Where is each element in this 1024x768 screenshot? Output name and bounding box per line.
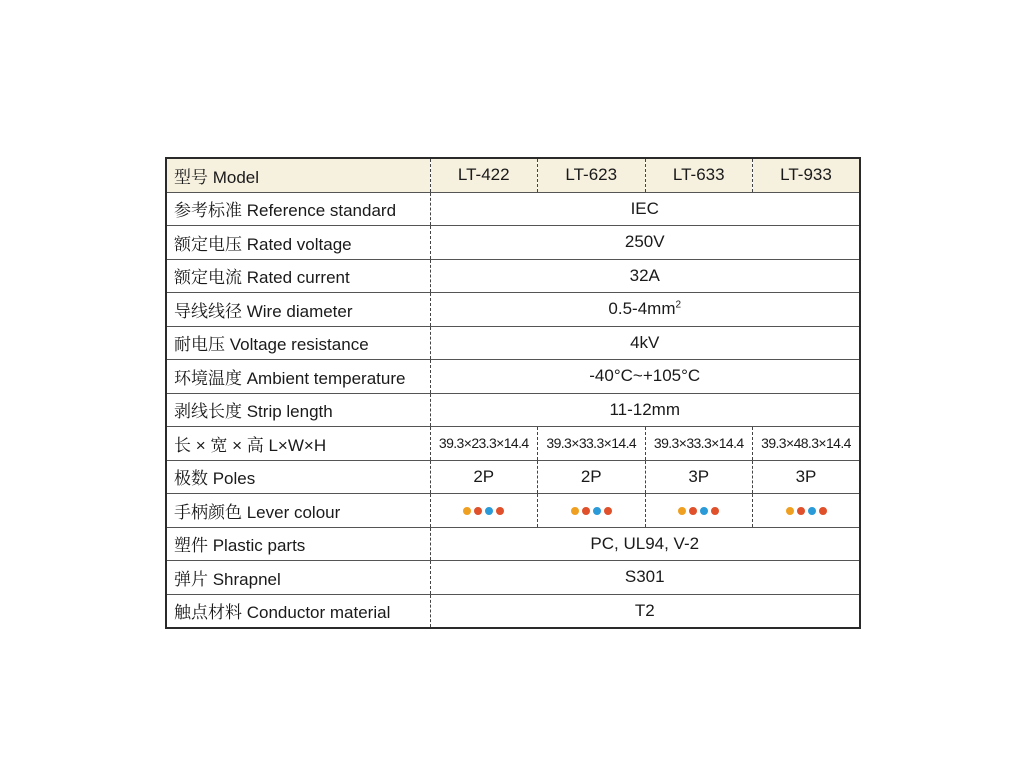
color-dot	[711, 507, 719, 515]
dimension-cell: 39.3×23.3×14.4	[430, 427, 538, 461]
row-value: 11-12mm	[430, 393, 860, 427]
model-cell: LT-933	[753, 158, 861, 192]
wire-diameter-value: 0.5-4mm	[608, 299, 676, 319]
table-row-conductor-material	[166, 594, 860, 628]
row-label: 触点材料 Conductor material	[166, 594, 430, 628]
color-dot	[819, 507, 827, 515]
row-value: 4kV	[430, 326, 860, 360]
color-dot	[808, 507, 816, 515]
table-row-model	[166, 158, 860, 192]
table-row-ambient-temperature	[166, 360, 860, 394]
row-label: 型号 Model	[166, 158, 430, 192]
row-label: 极数 Poles	[166, 460, 430, 494]
color-dot	[485, 507, 493, 515]
table-row-dimensions	[166, 427, 860, 461]
row-value: 32A	[430, 259, 860, 293]
color-dot	[571, 507, 579, 515]
color-swatches	[571, 507, 612, 515]
row-value: T2	[430, 594, 860, 628]
row-label: 剥线长度 Strip length	[166, 393, 430, 427]
table-row-strip-length	[166, 393, 860, 427]
color-swatches	[678, 507, 719, 515]
row-label: 导线线径 Wire diameter	[166, 293, 430, 327]
model-cell: LT-623	[538, 158, 646, 192]
color-dot	[797, 507, 805, 515]
color-dot	[582, 507, 590, 515]
row-value: IEC	[430, 192, 860, 226]
row-label: 参考标准 Reference standard	[166, 192, 430, 226]
color-dot	[496, 507, 504, 515]
color-dot	[604, 507, 612, 515]
row-value: S301	[430, 561, 860, 595]
table-row-voltage-resistance	[166, 326, 860, 360]
dimension-cell: 39.3×33.3×14.4	[538, 427, 646, 461]
row-label: 长 × 宽 × 高 L×W×H	[166, 427, 430, 461]
row-label: 耐电压 Voltage resistance	[166, 326, 430, 360]
color-dot	[689, 507, 697, 515]
lever-colour-cell	[645, 494, 753, 528]
table-row-lever-colour	[166, 494, 860, 528]
table-row-rated-voltage	[166, 226, 860, 260]
row-value	[430, 293, 860, 327]
row-label: 手柄颜色 Lever colour	[166, 494, 430, 528]
row-label: 额定电流 Rated current	[166, 259, 430, 293]
row-label: 额定电压 Rated voltage	[166, 226, 430, 260]
row-value: -40°C~+105°C	[430, 360, 860, 394]
color-swatches	[463, 507, 504, 515]
lever-colour-cell	[753, 494, 861, 528]
dimension-cell: 39.3×48.3×14.4	[753, 427, 861, 461]
color-dot	[678, 507, 686, 515]
model-cell: LT-422	[430, 158, 538, 192]
dimension-cell: 39.3×33.3×14.4	[645, 427, 753, 461]
superscript: 2	[675, 299, 682, 311]
poles-cell: 2P	[430, 460, 538, 494]
row-value: PC, UL94, V-2	[430, 527, 860, 561]
row-label: 环境温度 Ambient temperature	[166, 360, 430, 394]
table-row-poles	[166, 460, 860, 494]
color-dot	[593, 507, 601, 515]
table-row-rated-current	[166, 259, 860, 293]
color-dot	[786, 507, 794, 515]
table-row-shrapnel	[166, 561, 860, 595]
lever-colour-cell	[430, 494, 538, 528]
poles-cell: 2P	[538, 460, 646, 494]
row-label: 塑件 Plastic parts	[166, 527, 430, 561]
row-label: 弹片 Shrapnel	[166, 561, 430, 595]
model-cell: LT-633	[645, 158, 753, 192]
table-row-wire-diameter	[166, 293, 860, 327]
color-swatches	[786, 507, 827, 515]
lever-colour-cell	[538, 494, 646, 528]
table-row-plastic-parts	[166, 527, 860, 561]
table-row-reference-standard	[166, 192, 860, 226]
color-dot	[700, 507, 708, 515]
poles-cell: 3P	[753, 460, 861, 494]
spec-table	[165, 157, 861, 629]
color-dot	[463, 507, 471, 515]
color-dot	[474, 507, 482, 515]
row-value: 250V	[430, 226, 860, 260]
poles-cell: 3P	[645, 460, 753, 494]
